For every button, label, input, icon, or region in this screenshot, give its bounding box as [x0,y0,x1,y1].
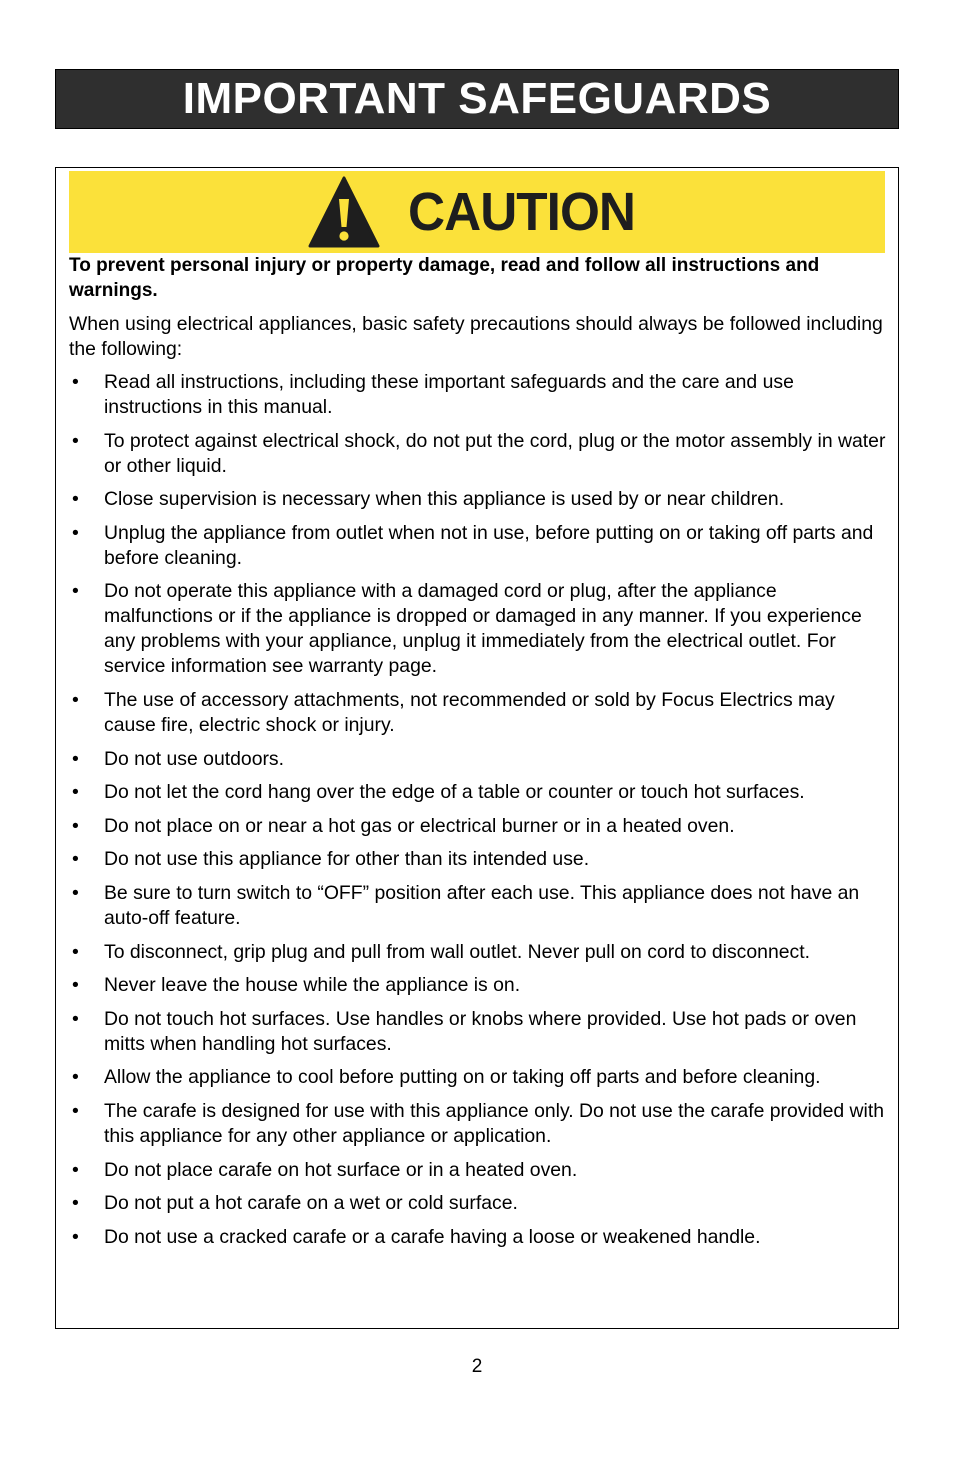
list-item: • To disconnect, grip plug and pull from wall outlet. Never pull on cord to disconnect. [69,940,887,965]
caution-label: CAUTION [407,182,635,242]
caution-banner [69,171,885,253]
list-item: • Do not operate this appliance with a damaged cord or plug, after the appliance malfunctions or if the appliance is dropped or damaged in any manner. If you experience any problems with your appliance, unplug it immediately from the electrical outlet. For service information see warranty page. [69,579,887,679]
list-item: • Do not place carafe on hot surface or in a heated oven. [69,1158,887,1183]
intro-text: When using electrical appliances, basic safety precautions should always be followed including the following: [69,313,883,360]
safeguard-list [69,370,887,1250]
list-item: • The carafe is designed for use with this appliance only. Do not use the carafe provided with this appliance for any other appliance or application. [69,1099,887,1149]
list-item: • Do not use outdoors. [69,747,887,772]
title-bar [55,69,899,129]
list-item: • Do not use this appliance for other than its intended use. [69,847,887,872]
list-item: • Never leave the house while the appliance is on. [69,973,887,998]
warning-triangle-icon [308,175,380,249]
list-item: • Do not put a hot carafe on a wet or cold surface. [69,1191,887,1216]
list-item: • Allow the appliance to cool before putting on or taking off parts and before cleaning. [69,1065,887,1090]
lead-warning: To prevent personal injury or property damage, read and follow all instructions and warnings. [69,255,820,301]
safeguards-content [69,253,887,1258]
list-item: • Do not place on or near a hot gas or electrical burner or in a heated oven. [69,814,887,839]
list-item: • Close supervision is necessary when this appliance is used by or near children. [69,487,887,512]
list-item: • Do not touch hot surfaces. Use handles or knobs where provided. Use hot pads or oven mitts when handling hot surfaces. [69,1007,887,1057]
list-item: • Be sure to turn switch to “OFF” position after each use. This appliance does not have an auto-off feature. [69,881,887,931]
list-item: • The use of accessory attachments, not recommended or sold by Focus Electrics may cause fire, electric shock or injury. [69,688,887,738]
safeguards-box [55,167,899,1329]
list-item: • Do not use a cracked carafe or a carafe having a loose or weakened handle. [69,1225,887,1250]
list-item: • Do not let the cord hang over the edge of a table or counter or touch hot surfaces. [69,780,887,805]
list-item: • Read all instructions, including these important safeguards and the care and use instructions in this manual. [69,370,887,420]
page-title: IMPORTANT SAFEGUARDS [182,74,772,123]
list-item: • To protect against electrical shock, do not put the cord, plug or the motor assembly in water or other liquid. [69,429,887,479]
caution-inner [308,175,647,249]
list-item: • Unplug the appliance from outlet when not in use, before putting on or taking off parts and before cleaning. [69,521,887,571]
page-number: 2 [471,1356,483,1377]
